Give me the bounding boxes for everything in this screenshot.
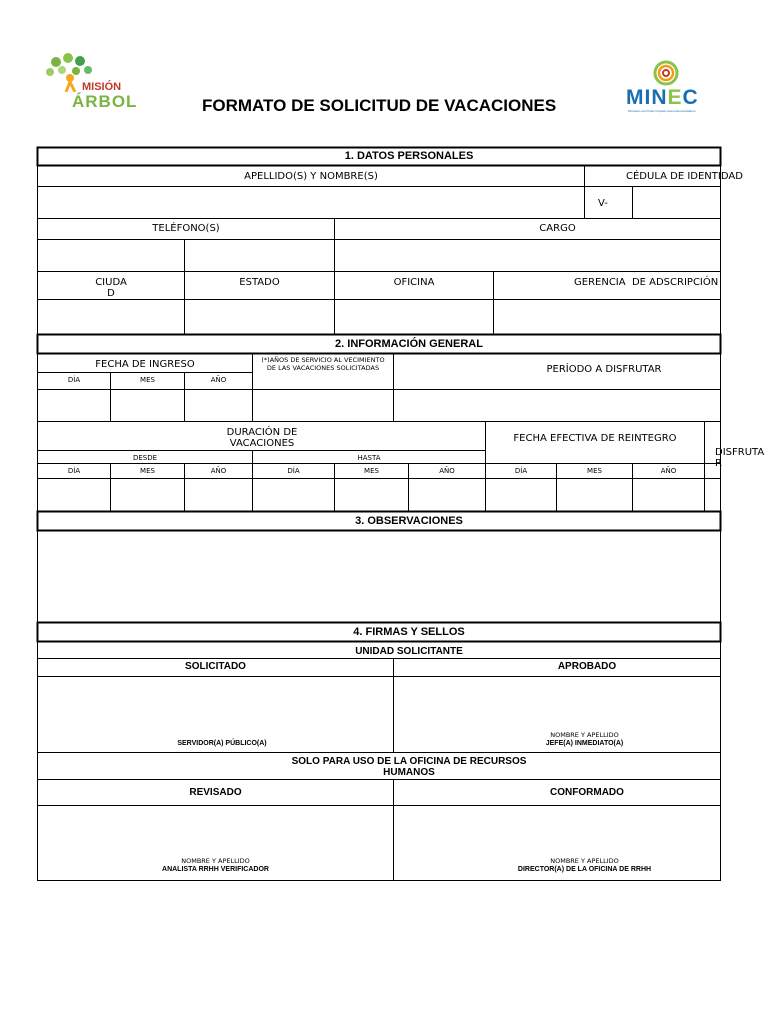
apellidos-field[interactable]	[38, 187, 584, 218]
section-4-title: 4. FIRMAS Y SELLOS	[353, 626, 465, 638]
label-revisado: REVISADO	[189, 787, 242, 798]
label-desde-ano: AÑO	[210, 467, 227, 475]
hasta-mes-field[interactable]	[335, 479, 408, 511]
label-ingreso-dia: DÍA	[67, 376, 81, 384]
estado-field[interactable]	[185, 300, 334, 334]
logo-mision-text: MISIÓN	[82, 81, 122, 93]
reintegro-ano-field[interactable]	[633, 479, 704, 511]
label-reintegro-dia: DÍA	[514, 467, 528, 475]
ingreso-dia-field[interactable]	[38, 390, 110, 421]
logo-minec-text: MINEC	[626, 86, 699, 109]
anos-servicio-field[interactable]	[253, 390, 393, 421]
label-duracion-2: VACACIONES	[229, 438, 295, 449]
label-oficina: OFICINA	[393, 277, 435, 288]
label-conformado: CONFORMADO	[550, 787, 624, 798]
label-disfruta-1: DISFRUTA	[715, 447, 765, 458]
label-analista: ANALISTA RRHH VERIFICADOR	[162, 866, 269, 873]
label-hasta-ano: AÑO	[439, 467, 455, 475]
label-hasta-mes: MES	[364, 467, 379, 475]
label-desde: DESDE	[132, 454, 158, 462]
label-duracion-1: DURACIÓN DE	[226, 427, 298, 438]
desde-ano-field[interactable]	[185, 479, 252, 511]
label-solicitado: SOLICITADO	[185, 661, 246, 672]
label-jefe: JEFE(A) INMEDIATO(A)	[545, 740, 624, 747]
oficina-field[interactable]	[335, 300, 493, 334]
label-aprobado: APROBADO	[557, 661, 617, 672]
label-estado: ESTADO	[239, 277, 280, 288]
label-ciudad-1: CIUDA	[95, 277, 127, 288]
ingreso-ano-field[interactable]	[185, 390, 252, 421]
cedula-prefix: V-	[598, 198, 608, 209]
label-ingreso-mes: MES	[140, 376, 155, 384]
desde-dia-field[interactable]	[38, 479, 110, 511]
label-periodo: PERÍODO A DISFRUTAR	[546, 364, 662, 375]
label-ingreso-ano: AÑO	[210, 376, 227, 384]
gerencia-field[interactable]	[494, 300, 720, 334]
label-cedula: CÉDULA DE IDENTIDAD	[626, 171, 743, 182]
label-fecha-ingreso: FECHA DE INGRESO	[95, 359, 195, 370]
logo-arbol-text: ÁRBOL	[72, 92, 138, 111]
label-hasta: HASTA	[357, 454, 381, 462]
periodo-field[interactable]	[394, 390, 720, 421]
label-reintegro-ano: AÑO	[660, 467, 677, 475]
label-anos-servicio: (*)AÑOS DE SERVICIO AL VECIMIENTO DE LAS VACACIONES SOLICITADAS	[261, 356, 385, 372]
label-cargo: CARGO	[539, 223, 576, 234]
telefono-field-1[interactable]	[38, 240, 184, 271]
reintegro-mes-field[interactable]	[557, 479, 632, 511]
label-telefono: TELÉFONO(S)	[152, 223, 220, 234]
hasta-dia-field[interactable]	[253, 479, 334, 511]
observaciones-field[interactable]	[38, 531, 720, 622]
label-desde-mes: MES	[140, 467, 155, 475]
logo-minec-subtitle: Ministerio del Poder Popular para el Ecosocialismo	[628, 109, 696, 113]
section-3-title: 3. OBSERVACIONES	[355, 515, 463, 527]
label-apellidos: APELLIDO(S) Y NOMBRE(S)	[244, 171, 378, 182]
label-desde-dia: DÍA	[67, 467, 81, 475]
ingreso-mes-field[interactable]	[111, 390, 184, 421]
cedula-field[interactable]	[633, 187, 720, 218]
section-1-title: 1. DATOS PERSONALES	[344, 150, 474, 162]
label-nombre-revisado: NOMBRE Y APELLIDO	[181, 857, 250, 865]
page-title: FORMATO DE SOLICITUD DE VACACIONES	[202, 96, 557, 115]
hasta-ano-field[interactable]	[409, 479, 485, 511]
label-disfruta-2: R	[715, 458, 722, 469]
label-gerencia: GERENCIA DE ADSCRIPCIÓN	[574, 277, 719, 288]
label-reintegro: FECHA EFECTIVA DE REINTEGRO	[513, 433, 677, 444]
label-unidad-solicitante: UNIDAD SOLICITANTE	[355, 646, 463, 657]
label-hasta-dia: DÍA	[287, 467, 300, 475]
label-reintegro-mes: MES	[587, 467, 602, 475]
label-ciudad-2: D	[107, 288, 115, 299]
desde-mes-field[interactable]	[111, 479, 184, 511]
telefono-field-2[interactable]	[185, 240, 334, 271]
label-nombre-aprobado: NOMBRE Y APELLIDO	[550, 731, 619, 739]
section-2-title: 2. INFORMACIÓN GENERAL	[335, 338, 483, 350]
reintegro-dia-field[interactable]	[486, 479, 556, 511]
label-nombre-conformado: NOMBRE Y APELLIDO	[550, 857, 619, 865]
cargo-field[interactable]	[335, 240, 720, 271]
ciudad-field[interactable]	[38, 300, 184, 334]
label-rrhh-2: HUMANOS	[383, 767, 435, 778]
label-servidor: SERVIDOR(A) PÚBLICO(A)	[177, 740, 267, 747]
label-director: DIRECTOR(A) DE LA OFICINA DE RRHH	[517, 866, 652, 873]
label-rrhh-1: SOLO PARA USO DE LA OFICINA DE RECURSOS	[291, 756, 527, 767]
